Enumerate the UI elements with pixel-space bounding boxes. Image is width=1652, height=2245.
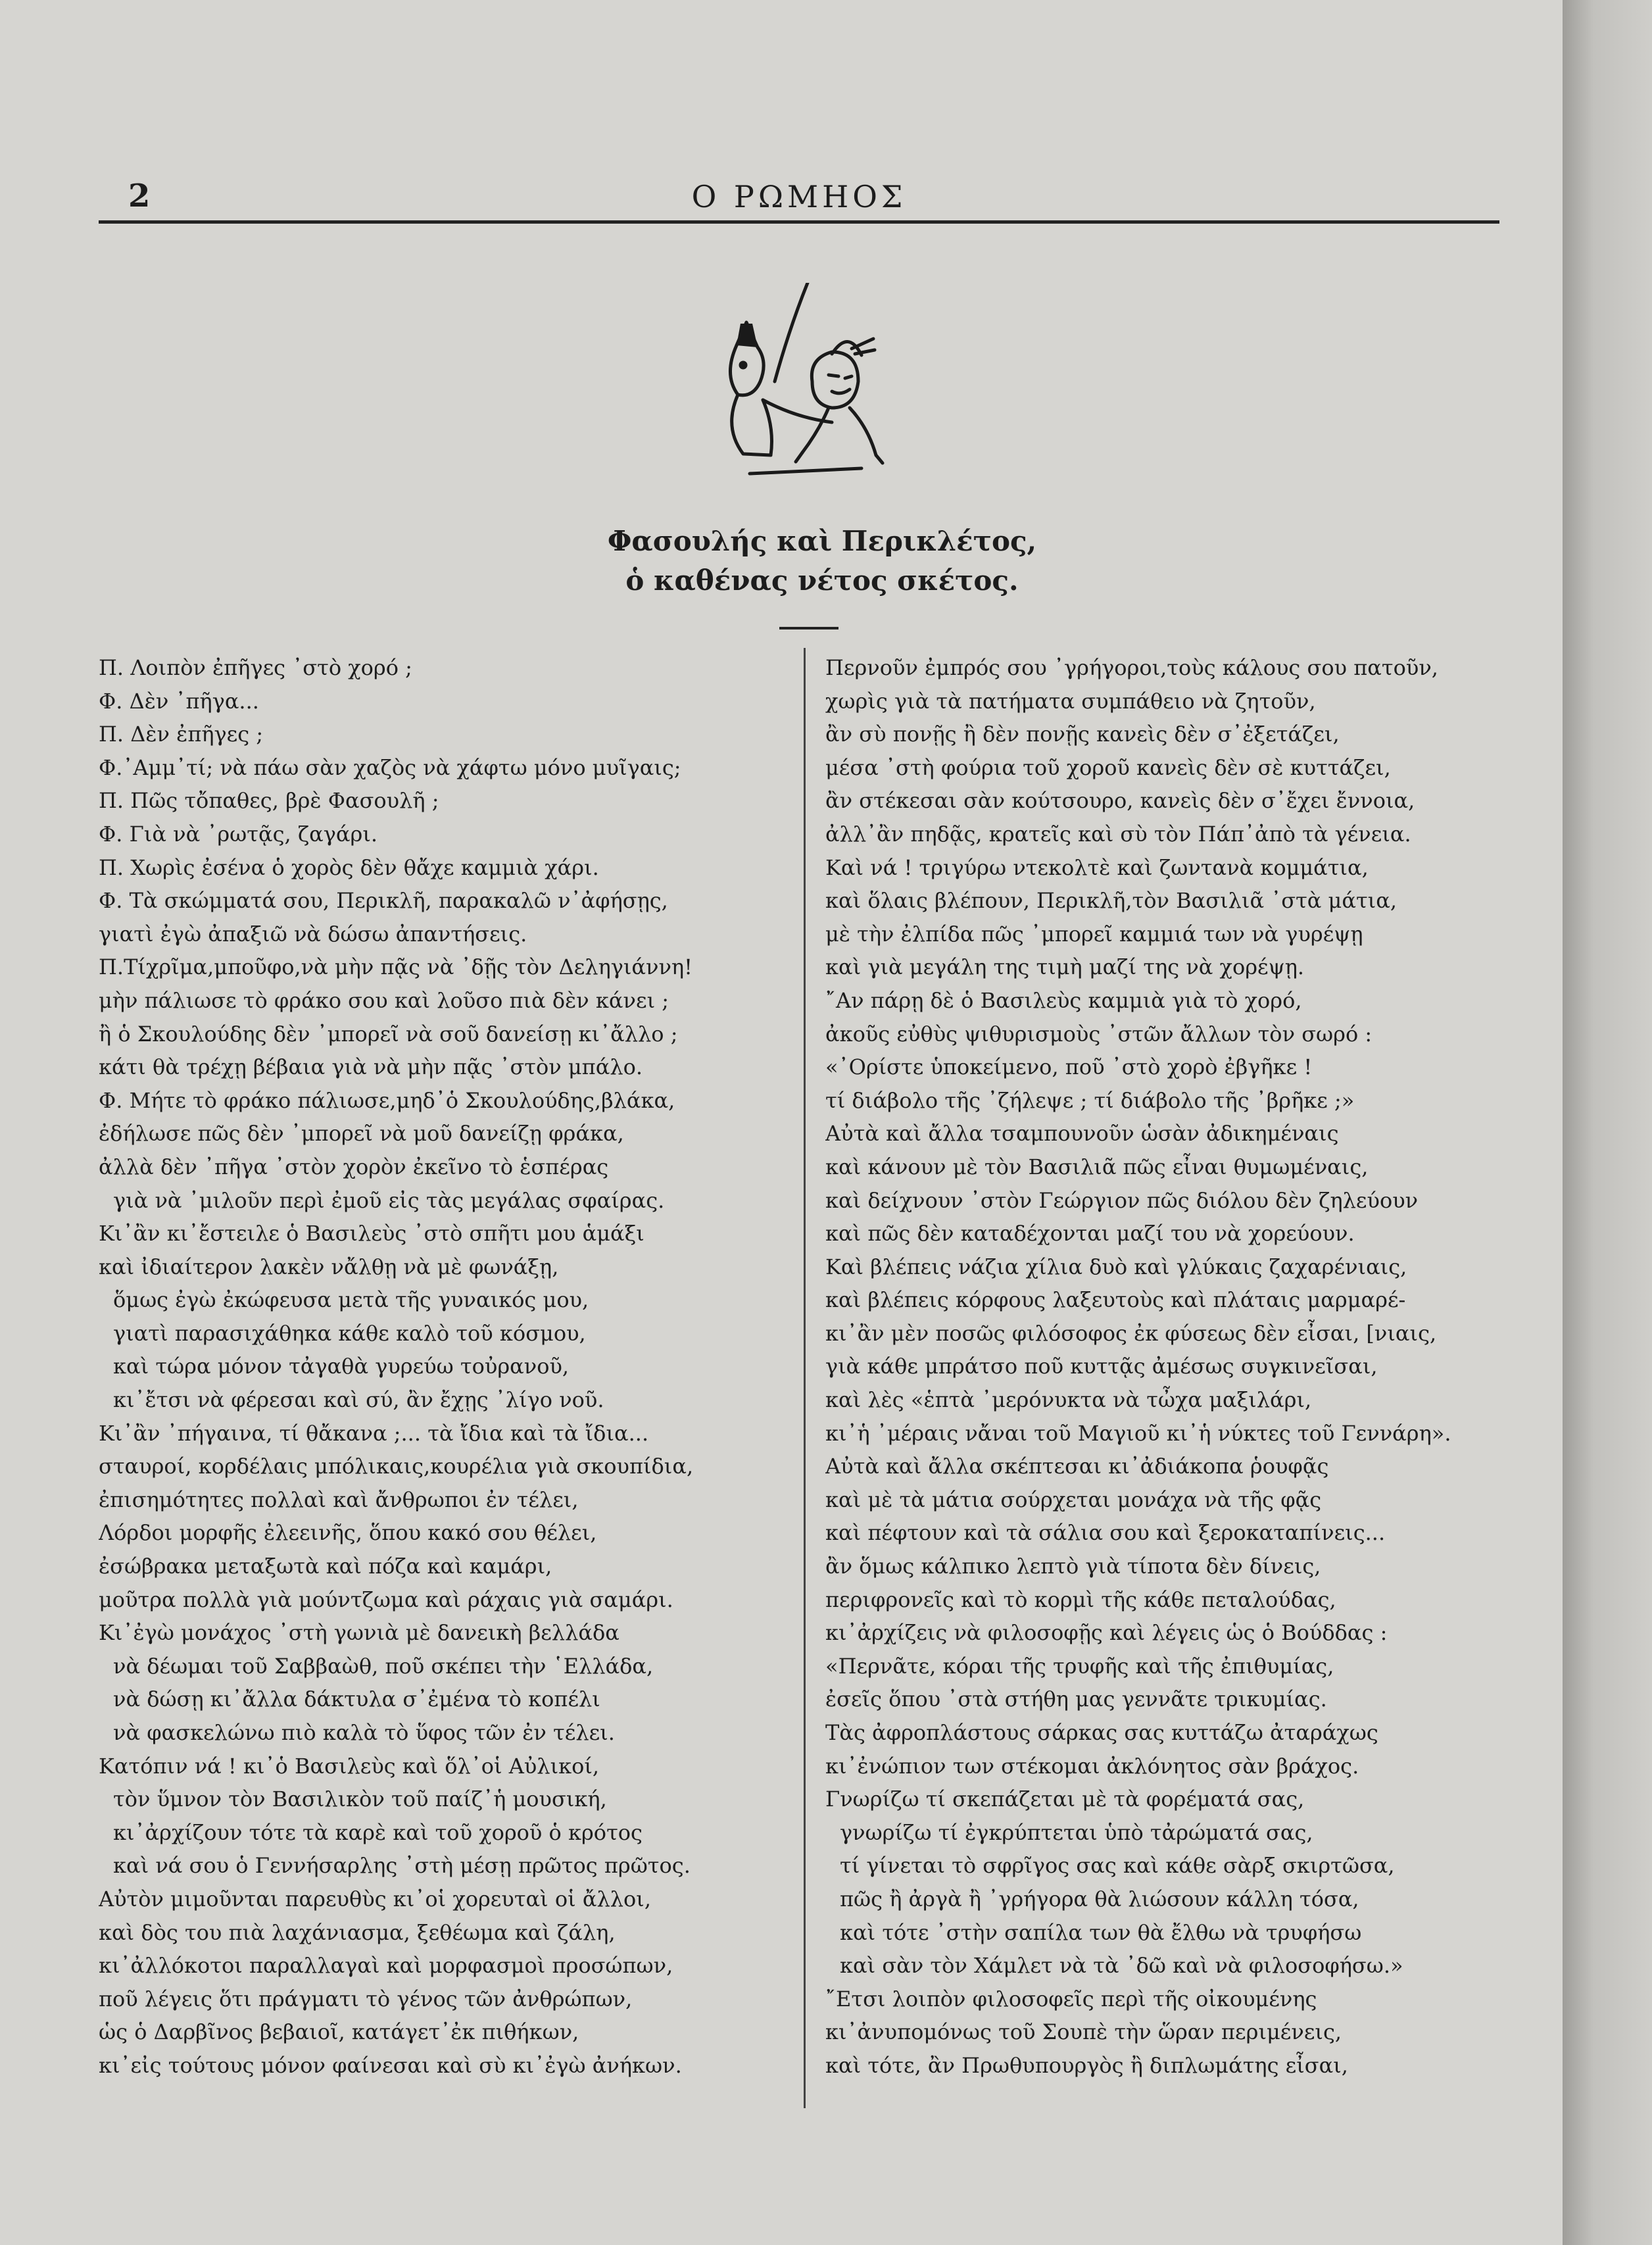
verse-line: γιὰ νὰ ᾽μιλοῦν περὶ ἐμοῦ εἰς τὰς μεγάλας σφαίρας. (113, 1187, 665, 1213)
verse-line: Φ. Μήτε τὸ φράκο πάλιωσε,μηδ᾽ὁ Σκουλούδης,βλάκα, (99, 1087, 675, 1113)
verse-line: Φ.᾽Αμμ᾽τί; νὰ πάω σὰν χαζὸς νὰ χάφτω μόνο μυῖγαις; (99, 754, 681, 780)
verse-line: καὶ βλέπεις κόρφους λαξευτοὺς καὶ πλάταις μαρμαρέ- (825, 1287, 1406, 1313)
verse-line: Καὶ νά ! τριγύρω ντεκολτὲ καὶ ζωντανὰ κομμάτια, (825, 854, 1369, 880)
verse-line: Αὐτὸν μιμοῦνται παρευθὺς κι᾽οἱ χορευταὶ οἱ ἄλλοι, (99, 1886, 651, 1912)
verse-line: κι᾽ἀνυπομόνως τοῦ Σουπὲ τὴν ὥραν περιμένεις, (825, 2019, 1342, 2045)
verse-line: περιφρονεῖς καὶ τὸ κορμὶ τῆς κάθε πεταλούδας, (825, 1587, 1336, 1612)
verse-line: καὶ πῶς δὲν καταδέχονται μαζί του νὰ χορεύουν. (825, 1221, 1355, 1246)
verse-line: καὶ ἰδιαίτερον λακὲν νἄλθῃ νὰ μὲ φωνάξῃ, (99, 1254, 559, 1279)
verse-line: ἂν ὅμως κάλπικο λεπτὸ γιὰ τίποτα δὲν δίνεις, (825, 1554, 1321, 1579)
verse-line: καὶ πέφτουν καὶ τὰ σάλια σου καὶ ξεροκαταπίνεις... (825, 1520, 1386, 1546)
verse-line: «Περνᾶτε, κόραι τῆς τρυφῆς καὶ τῆς ἐπιθυμίας, (825, 1653, 1334, 1679)
verse-line: πῶς ἢ ἀργὰ ἢ ᾽γρήγορα θὰ λιώσουν κάλλη τόσα, (840, 1886, 1359, 1912)
verse-line: καὶ σὰν τὸν Χάμλετ νὰ τὰ ᾽δῶ καὶ νὰ φιλοσοφήσω.» (840, 1953, 1403, 1979)
verse-line: Φ. Τὰ σκώμματά σου, Περικλῆ, παρακαλῶ ν᾽ἀφήσῃς, (99, 888, 668, 914)
verse-line: καὶ κάνουν μὲ τὸν Βασιλιᾶ πῶς εἶναι θυμωμέναις, (825, 1154, 1369, 1179)
verse-line: Κι᾽ἂν ᾽πήγαινα, τί θἄκανα ;... τὰ ἴδια καὶ τὰ ἴδια... (99, 1420, 649, 1446)
verse-line: κι᾽ἀρχίζουν τότε τὰ καρὲ καὶ τοῦ χοροῦ ὁ κρότος (113, 1819, 643, 1845)
verse-line: ἀλλὰ δὲν ᾽πῆγα ᾽στὸν χορὸν ἐκεῖνο τὸ ἑσπέρας (99, 1154, 609, 1179)
verse-line: Π.Τίχρῖμα,μποῦφο,νὰ μὴν πᾷς νὰ ᾽δῇς τὸν Δεληγιάννη! (99, 954, 692, 980)
verse-line: ἀκοῦς εὐθὺς ψιθυρισμοὺς ᾽στῶν ἄλλων τὸν σωρό : (825, 1021, 1373, 1047)
verse-line: ἐπισημότητες πολλαὶ καὶ ἄνθρωποι ἐν τέλει, (99, 1487, 579, 1512)
verse-line: κάτι θὰ τρέχῃ βέβαια γιὰ νὰ μὴν πᾷς ᾽στὸν μπάλο. (99, 1054, 643, 1080)
verse-line: καὶ δείχνουν ᾽στὸν Γεώργιον πῶς διόλου δὲν ζηλεύουν (825, 1187, 1419, 1213)
verse-line: ἐσεῖς ὅπου ᾽στὰ στήθη μας γεννᾶτε τρικυμίας. (825, 1687, 1327, 1712)
verse-line: καὶ τώρα μόνον τἀγαθὰ γυρεύω τοὐρανοῦ, (113, 1354, 570, 1379)
verse-line: καὶ μὲ τὰ μάτια σούρχεται μονάχα νὰ τῆς φᾷς (825, 1487, 1322, 1512)
verse-line: νὰ φασκελώνω πιὸ καλὰ τὸ ὕφος τῶν ἐν τέλει. (113, 1720, 615, 1745)
verse-line: Κι᾽ἂν κι᾽ἔστειλε ὁ Βασιλεὺς ᾽στὸ σπῆτι μου ἁμάξι (99, 1221, 644, 1246)
verse-line: τί γίνεται τὸ σφρῖγος σας καὶ κάθε σὰρξ σκιρτῶσα, (840, 1853, 1395, 1879)
verse-line: κι᾽ἐνώπιον των στέκομαι ἀκλόνητος σὰν βράχος. (825, 1753, 1359, 1779)
verse-line: σταυροί, κορδέλαις μπόλικαις,κουρέλια γιὰ σκουπίδια, (99, 1454, 694, 1479)
article-heading-line-1: Φασουλής καὶ Περικλέτος, (607, 525, 1037, 557)
verse-line: ῎Ετσι λοιπὸν φιλοσοφεῖς περὶ τῆς οἰκουμένης (825, 1986, 1317, 2011)
verse-line: Τὰς ἀφροπλάστους σάρκας σας κυττάζω ἀταράχως (825, 1720, 1378, 1745)
verse-line: Αὐτὰ καὶ ἄλλα τσαμπουνοῦν ὡσὰν ἀδικημέναις (825, 1121, 1339, 1147)
verse-line: Κι᾽ἐγὼ μονάχος ᾽στὴ γωνιὰ μὲ δανεικὴ βελλάδα (99, 1620, 620, 1646)
verse-line: καὶ ὅλαις βλέπουν, Περικλῆ,τὸν Βασιλιᾶ ᾽στὰ μάτια, (825, 888, 1397, 914)
verse-line: χωρὶς γιὰ τὰ πατήματα συμπάθειο νὰ ζητοῦν, (825, 688, 1316, 714)
verse-line: γνωρίζω τί ἐγκρύπτεται ὑπὸ τἀρώματά σας, (840, 1819, 1313, 1845)
verse-line: Π. Δὲν ἐπῆγες ; (99, 722, 264, 747)
verse-line: ὅμως ἐγὼ ἐκώφευσα μετὰ τῆς γυναικός μου, (113, 1287, 589, 1313)
page-spine-shadow (1563, 0, 1652, 2245)
verse-line: κι᾽ἂν μὲν ποσῶς φιλόσοφος ἐκ φύσεως δὲν εἶσαι, [νιαις, (825, 1320, 1437, 1346)
verse-line: Λόρδοι μορφῆς ἐλεεινῆς, ὅπου κακό σου θέλει, (99, 1520, 597, 1546)
verse-line: γιὰ κάθε μπράτσο ποῦ κυττᾷς ἀμέσως συγκινεῖσαι, (825, 1354, 1378, 1379)
right-column (825, 651, 1503, 2083)
verse-line: μὲ τὴν ἐλπίδα πῶς ᾽μπορεῖ καμμιά των νὰ γυρέψῃ (825, 921, 1363, 947)
page-header (99, 164, 1499, 224)
verse-line: Φ. Δὲν ᾽πῆγα... (99, 688, 259, 714)
verse-line: Π. Λοιπὸν ἐπῆγες ᾽στὸ χορό ; (99, 655, 412, 680)
heading-rule (779, 627, 838, 629)
verse-line: ἐσώβρακα μεταξωτὰ καὶ πόζα καὶ καμάρι, (99, 1554, 552, 1579)
verse-line: ὡς ὁ Δαρβῖνος βεβαιοῖ, κατάγετ᾽ἐκ πιθήκων, (99, 2019, 579, 2045)
verse-line: κι᾽ἀρχίζεις νὰ φιλοσοφῇς καὶ λέγεις ὡς ὁ Βούδδας : (825, 1620, 1388, 1646)
verse-line: καὶ τότε ᾽στὴν σαπίλα των θὰ ἔλθω νὰ τρυφήσω (840, 1919, 1362, 1945)
verse-line: τί διάβολο τῆς ᾽ζήλεψε ; τί διάβολο τῆς ᾽βρῆκε ;» (825, 1087, 1355, 1113)
verse-line: Καὶ βλέπεις νάζια χίλια δυὸ καὶ γλύκαις ζαχαρένιαις, (825, 1254, 1407, 1279)
header-rule (99, 220, 1499, 224)
verse-line: νὰ δώσῃ κι᾽ἄλλα δάκτυλα σ᾽ἐμένα τὸ κοπέλι (113, 1687, 600, 1712)
verse-line: καὶ τότε, ἂν Πρωθυπουργὸς ἢ διπλωμάτης εἶσαι, (825, 2052, 1348, 2078)
article-heading-line-2: ὁ καθένας νέτος σκέτος. (625, 564, 1019, 597)
verse-line: κι᾽ἡ ᾽μέραις νἄναι τοῦ Μαγιοῦ κι᾽ἡ νύκτες τοῦ Γεννάρη». (825, 1420, 1451, 1446)
verse-line: καὶ νά σου ὁ Γεννήσαρλης ᾽στὴ μέσῃ πρῶτος πρῶτος. (113, 1853, 691, 1879)
verse-line: ἐδήλωσε πῶς δὲν ᾽μπορεῖ νὰ μοῦ δανείζῃ φράκα, (99, 1121, 624, 1147)
verse-line: νὰ δέωμαι τοῦ Σαββαὼθ, ποῦ σκέπει τὴν ῾Ελλάδα, (113, 1653, 654, 1679)
verse-line: γιατὶ παρασιχάθηκα κάθε καλὸ τοῦ κόσμου, (113, 1320, 586, 1346)
verse-line: Αὐτὰ καὶ ἄλλα σκέπτεσαι κι᾽ἀδιάκοπα ῥουφᾷς (825, 1454, 1329, 1479)
page-number: 2 (128, 178, 151, 214)
puppet-fight-vignette-icon (697, 283, 908, 480)
verse-line: καὶ δὸς του πιὰ λαχάνιασμα, ξεθέωμα καὶ ζάλη, (99, 1919, 616, 1945)
verse-line: τὸν ὕμνον τὸν Βασιλικὸν τοῦ παίζ᾽ἡ μουσική, (113, 1787, 607, 1812)
verse-line: κι᾽ἔτσι νὰ φέρεσαι καὶ σύ, ἂν ἔχῃς ᾽λίγο νοῦ. (113, 1387, 604, 1413)
verse-line: ποῦ λέγεις ὅτι πράγματι τὸ γένος τῶν ἀνθρώπων, (99, 1986, 633, 2011)
column-divider (804, 648, 806, 2108)
verse-line: Κατόπιν νά ! κι᾽ὁ Βασιλεὺς καὶ ὅλ᾽οἱ Αὐλικοί, (99, 1753, 600, 1779)
verse-line: Γνωρίζω τί σκεπάζεται μὲ τὰ φορέματά σας, (825, 1787, 1305, 1812)
verse-line: ἂν σὺ πονῇς ἢ δὲν πονῇς κανεὶς δὲν σ᾽ἐξετάζει, (825, 722, 1340, 747)
verse-line: κι᾽ἀλλόκοτοι παραλλαγαὶ καὶ μορφασμοὶ προσώπων, (99, 1953, 673, 1979)
verse-line: Περνοῦν ἐμπρός σου ᾽γρήγοροι,τοὺς κάλους σου πατοῦν, (825, 655, 1438, 680)
verse-line: καὶ γιὰ μεγάλη της τιμὴ μαζί της νὰ χορέψῃ. (825, 954, 1305, 980)
verse-line: μὴν πάλιωσε τὸ φράκο σου καὶ λοῦσο πιὰ δὲν κάνει ; (99, 987, 669, 1013)
running-title: Ο ΡΩΜΗΟΣ (691, 179, 907, 214)
verse-line: ἂν στέκεσαι σὰν κούτσουρο, κανεὶς δὲν σ᾽ἔχει ἔννοια, (825, 788, 1415, 814)
verse-line: ἢ ὁ Σκουλούδης δὲν ᾽μπορεῖ νὰ σοῦ δανείσῃ κι᾽ἄλλο ; (99, 1021, 678, 1047)
verse-line: μέσα ᾽στὴ φούρια τοῦ χοροῦ κανεὶς δὲν σὲ κυττάζει, (825, 754, 1391, 780)
verse-line: «᾽Ορίστε ὑποκείμενο, ποῦ ᾽στὸ χορὸ ἐβγῆκε ! (825, 1054, 1313, 1080)
verse-line: κι᾽εἰς τούτους μόνον φαίνεσαι καὶ σὺ κι᾽ἐγὼ ἀνήκων. (99, 2052, 682, 2078)
verse-line: Π. Χωρὶς ἐσένα ὁ χορὸς δὲν θἄχε καμμιὰ χάρι. (99, 854, 599, 880)
verse-line: Φ. Γιὰ νὰ ᾽ρωτᾷς, ζαγάρι. (99, 821, 378, 847)
verse-line: ἀλλ᾽ἂν πηδᾷς, κρατεῖς καὶ σὺ τὸν Πάπ᾽ἀπὸ τὰ γένεια. (825, 821, 1411, 847)
verse-line: Π. Πῶς τὄπαθες, βρὲ Φασουλῆ ; (99, 788, 439, 814)
left-column (99, 651, 796, 2083)
verse-line: καὶ λὲς «ἑπτὰ ᾽μερόνυκτα νὰ τὦχα μαξιλάρι, (825, 1387, 1312, 1413)
verse-line: ῎Αν πάρῃ δὲ ὁ Βασιλεὺς καμμιὰ γιὰ τὸ χορό, (825, 987, 1302, 1013)
verse-line: γιατὶ ἐγὼ ἀπαξιῶ νὰ δώσω ἀπαντήσεις. (99, 921, 527, 947)
verse-line: μοῦτρα πολλὰ γιὰ μούντζωμα καὶ ράχαις γιὰ σαμάρι. (99, 1587, 673, 1612)
